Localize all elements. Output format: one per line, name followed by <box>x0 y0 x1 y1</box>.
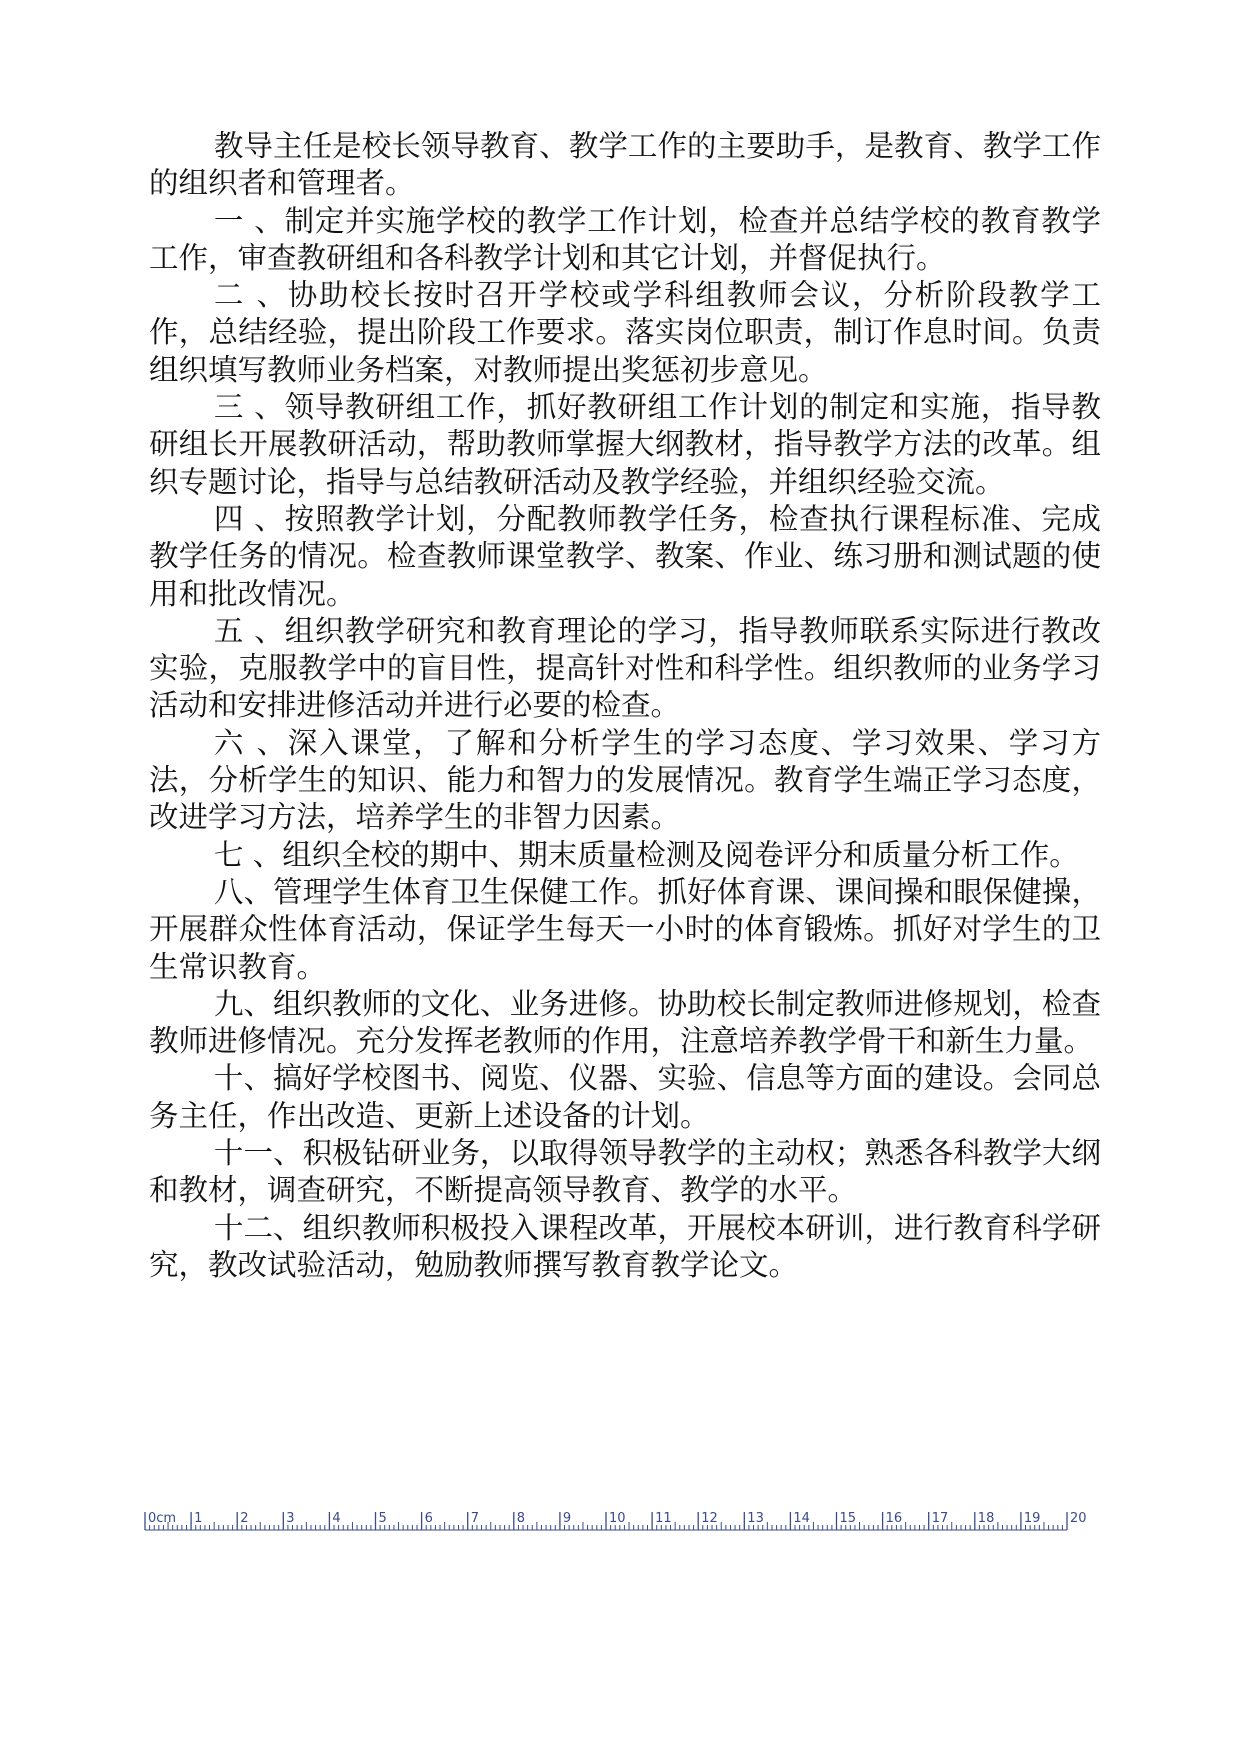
ruler-label: 5 <box>378 1511 387 1526</box>
paragraph-item-3: 三 、领导教研组工作，抓好教研组工作计划的制定和实施，指导教研组长开展教研活动，帮助教师掌握大纲教材，指导教学方法的改革。组织专题讨论，指导与总结教研活动及教学经验，并组织经验交流。 <box>149 390 1101 499</box>
paragraph-item-4: 四 、按照教学计划，分配教师教学任务，检查执行课程标准、完成教学任务的情况。检查教师课堂教学、教案、作业、练习册和测试题的使用和批改情况。 <box>149 501 1101 611</box>
paragraph-item-5: 五 、组织教学研究和教育理论的学习，指导教师联系实际进行教改实验，克服教学中的盲目性，提高针对性和科学性。组织教师的业务学习活动和安排进修活动并进行必要的检查。 <box>149 613 1101 723</box>
ruler-label: 11 <box>655 1511 672 1526</box>
ruler-graphic <box>142 1508 1102 1532</box>
ruler-label: 17 <box>931 1511 949 1526</box>
ruler-label: 6 <box>424 1511 433 1526</box>
centimeter-ruler <box>142 1508 1102 1532</box>
paragraph-item-8: 八、管理学生体育卫生保健工作。抓好体育课、课间操和眼保健操，开展群众性体育活动，保证学生每天一小时的体育锻炼。抓好对学生的卫生常识教育。 <box>149 874 1101 984</box>
ruler-label: 20 <box>1070 1511 1087 1526</box>
ruler-label: 14 <box>793 1511 810 1526</box>
paragraph-item-9: 九、组织教师的文化、业务进修。协助校长制定教师进修规划，检查教师进修情况。充分发挥老教师的作用，注意培养教学骨干和新生力量。 <box>149 986 1101 1059</box>
ruler-label: 16 <box>885 1511 903 1526</box>
paragraph-item-6: 六 、深入课堂，了解和分析学生的学习态度、学习效果、学习方法，分析学生的知识、能力和智力的发展情况。教育学生端正学习态度，改进学习方法，培养学生的非智力因素。 <box>149 725 1101 835</box>
ruler-label: 13 <box>747 1511 764 1526</box>
ruler-label: 8 <box>516 1511 526 1526</box>
paragraph-item-1: 一 、制定并实施学校的教学工作计划，检查并总结学校的教育教学工作，审查教研组和各科教学计划和其它计划，并督促执行。 <box>149 203 1101 275</box>
paragraph-item-7: 七 、组织全校的期中、期末质量检测及阅卷评分和质量分析工作。 <box>213 837 1079 872</box>
paragraph-intro: 教导主任是校长领导教育、教学工作的主要助手，是教育、教学工作的组织者和管理者。 <box>149 129 1101 201</box>
ruler-label: 1 <box>194 1511 203 1526</box>
ruler-label: 19 <box>1023 1511 1041 1526</box>
ruler-label: 18 <box>977 1511 995 1526</box>
paragraph-item-12: 十二、组织教师积极投入课程改革，开展校本研训，进行教育科学研究，教改试验活动，勉励教师撰写教育教学论文。 <box>149 1210 1101 1282</box>
paragraph-item-11: 十一、积极钻研业务，以取得领导教学的主动权；熟悉各科教学大纲和教材，调查研究，不断提高领导教育、教学的水平。 <box>149 1136 1101 1208</box>
ruler-label: 15 <box>839 1511 857 1526</box>
ruler-label: 0cm <box>148 1511 177 1526</box>
ruler-label: 4 <box>332 1511 341 1526</box>
ruler-label: 2 <box>240 1511 249 1526</box>
ruler-label: 10 <box>609 1511 626 1526</box>
ruler-label: 12 <box>701 1511 718 1526</box>
ruler-label: 3 <box>286 1511 295 1526</box>
ruler-label: 9 <box>562 1511 572 1526</box>
ruler-label: 7 <box>470 1511 479 1526</box>
document-body <box>149 128 1101 1284</box>
paragraph-item-10: 十、搞好学校图书、阅览、仪器、实验、信息等方面的建设。会同总务主任，作出改造、更新上述设备的计划。 <box>149 1061 1101 1133</box>
paragraph-item-2: 二 、协助校长按时召开学校或学科组教师会议，分析阶段教学工作，总结经验，提出阶段工作要求。落实岗位职责，制订作息时间。负责组织填写教师业务档案，对教师提出奖惩初步意见。 <box>149 278 1101 387</box>
